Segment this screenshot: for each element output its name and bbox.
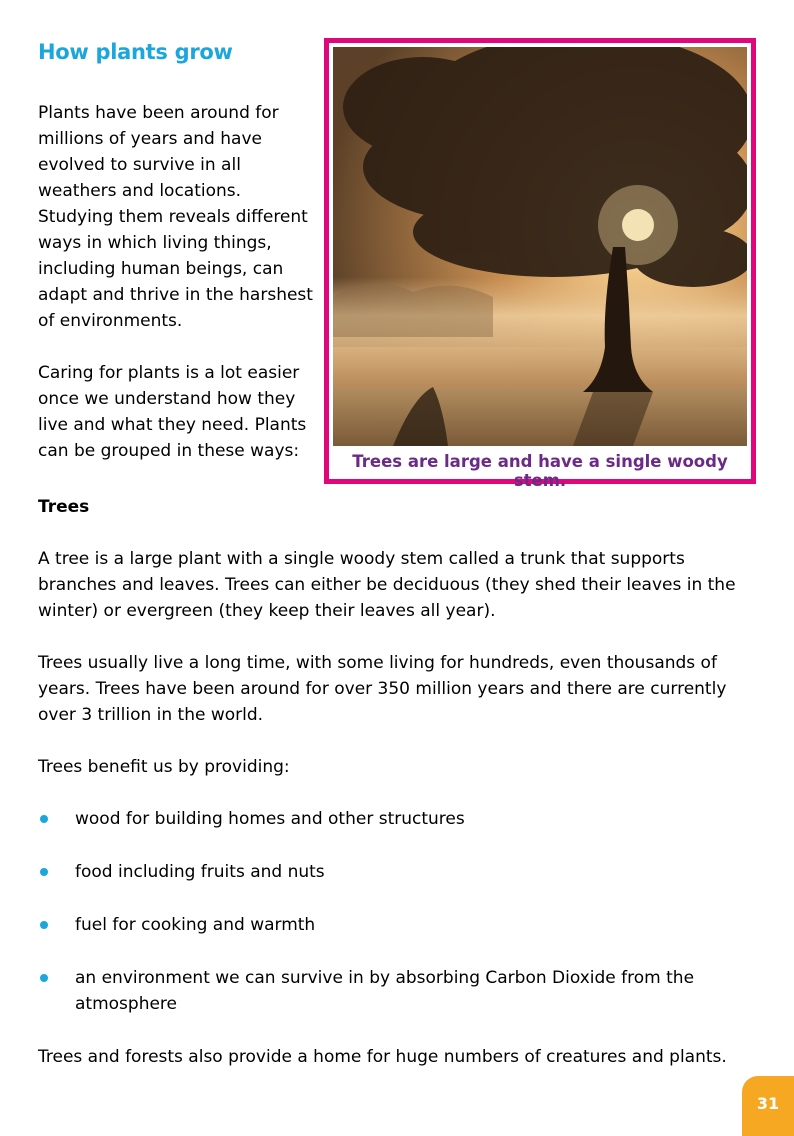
list-item-text: an environment we can survive in by absorbing Carbon Dioxide from the atmosphere [75,968,695,1014]
body-paragraph: A tree is a large plant with a single woody stem called a trunk that supports branches and leaves. Trees can either be deciduous (they shed their leaves in the winter) or evergreen (they keep their leaves all year). [38,549,736,621]
benefits-list [38,806,758,1017]
page-number-tab [742,1076,794,1136]
list-item [38,806,758,832]
list-item [38,859,758,885]
body-paragraph: Trees benefit us by providing: [38,757,290,777]
image-caption: Trees are large and have a single woody stem. [352,452,728,490]
list-item-text: fuel for cooking and warmth [75,915,316,935]
list-item [38,912,758,938]
page-heading: How plants grow [38,40,233,64]
page-number: 31 [756,1094,780,1113]
tree-illustration [333,47,747,446]
intro-paragraph: Caring for plants is a lot easier once we understand how they live and what they need. Plants can be grouped in these ways: [38,363,307,461]
body-paragraph: Trees usually live a long time, with some living for hundreds, even thousands of years. Trees have been around for over 350 million years and there are currently over 3 trillion in the world. [38,653,727,725]
trees-heading: Trees [38,497,90,517]
tree-photo [333,47,747,446]
list-item-text: food including fruits and nuts [75,862,325,882]
bullet-icon [40,921,48,929]
list-item-text: wood for building homes and other structures [75,809,465,829]
bullet-icon [40,868,48,876]
intro-text [38,100,318,490]
intro-paragraph: Plants have been around for millions of years and have evolved to survive in all weathers and locations. Studying them reveals different ways in which living things, including human beings, can adapt and thrive in the harshest of environments. [38,103,313,331]
photo-frame [324,38,756,490]
closing-paragraph: Trees and forests also provide a home for huge numbers of creatures and plants. [38,1047,727,1067]
bullet-icon [40,815,48,823]
bullet-icon [40,974,48,982]
trees-section [38,494,758,1096]
list-item [38,965,758,1017]
